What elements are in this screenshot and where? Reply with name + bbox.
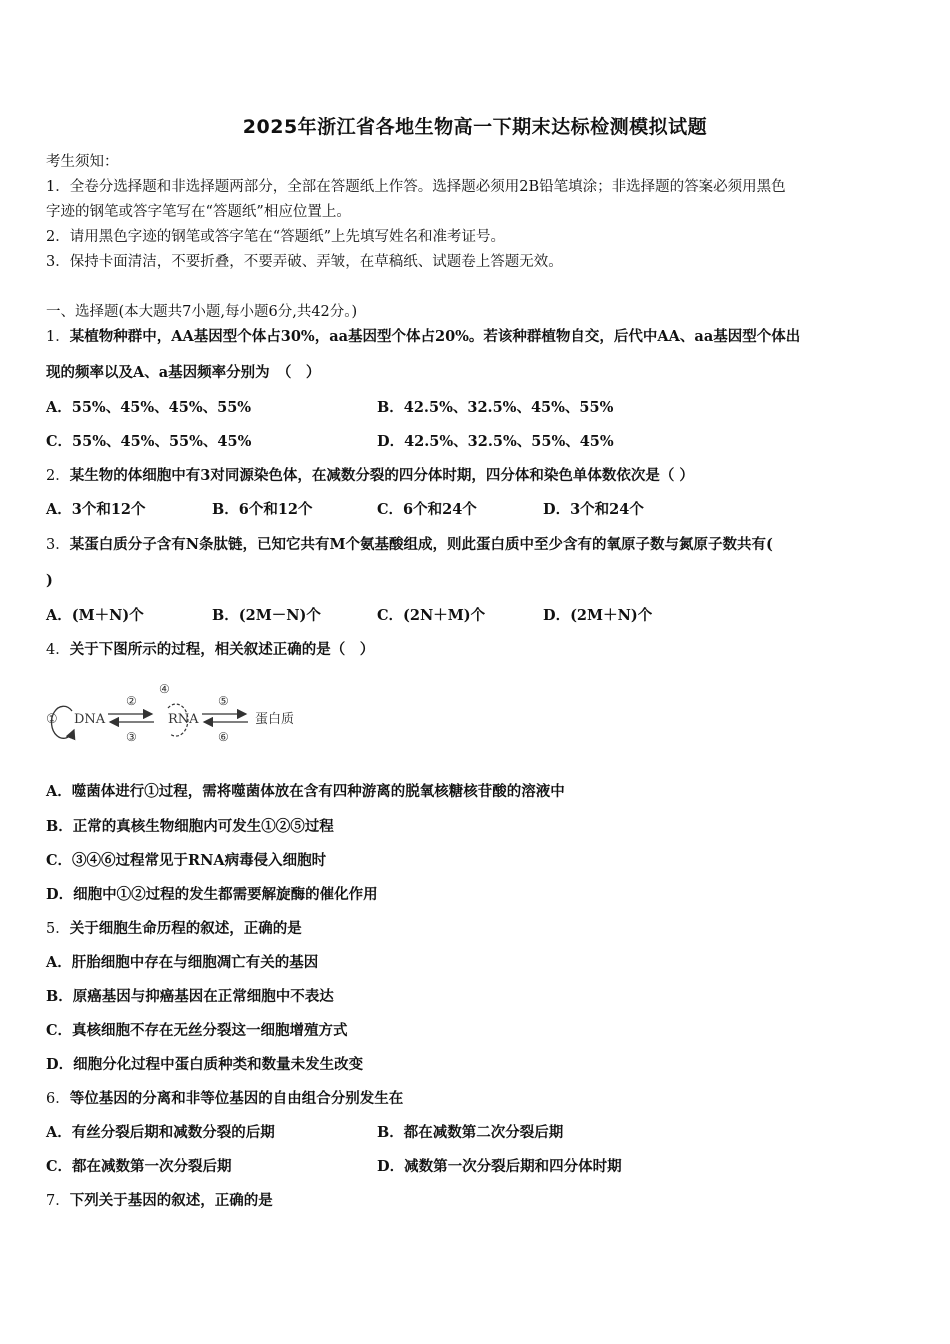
q1-option-c[interactable]: C．55%、45%、55%、45%: [46, 433, 252, 450]
question-1-stem-cont: 现的频率以及A、a基因频率分别为 （ ）: [46, 364, 321, 381]
question-text: 下列关于基因的叙述，正确的是: [69, 1192, 273, 1209]
q5-option-c[interactable]: C．真核细胞不存在无丝分裂这一细胞增殖方式: [46, 1022, 348, 1039]
q4-option-c[interactable]: C．③④⑥过程常见于RNA病毒侵入细胞时: [46, 852, 327, 869]
q4-option-a[interactable]: A．噬菌体进行①过程，需将噬菌体放在含有四种游离的脱氧核糖核苷酸的溶液中: [46, 783, 565, 800]
q4-option-d[interactable]: D．细胞中①②过程的发生都需要解旋酶的催化作用: [46, 886, 378, 903]
q4-option-b[interactable]: B．正常的真核生物细胞内可发生①②⑤过程: [46, 818, 334, 835]
q3-option-a[interactable]: A．(M＋N)个: [46, 607, 144, 624]
q5-option-d[interactable]: D．细胞分化过程中蛋白质种类和数量未发生改变: [46, 1056, 364, 1073]
q6-option-a[interactable]: A．有丝分裂后期和减数分裂的后期: [46, 1124, 275, 1141]
question-3-stem: [46, 535, 773, 555]
notice-line: 字迹的钢笔或答字笔写在“答题纸”相应位置上。: [46, 204, 351, 220]
diagram-label-4: ④: [159, 682, 170, 696]
q3-option-b[interactable]: B．(2M－N)个: [212, 607, 321, 624]
question-text: 某蛋白质分子含有N条肽链，已知它共有M个氨基酸组成，则此蛋白质中至少含有的氧原子数与氮原子数共有(: [69, 536, 773, 553]
question-number: 5．: [46, 921, 70, 937]
question-6-stem: [46, 1089, 403, 1109]
q3-option-c[interactable]: C．(2N＋M)个: [377, 607, 486, 624]
diagram-label-5: ⑤: [218, 694, 229, 708]
question-number: 1．: [46, 329, 70, 345]
page-title: 2025年浙江省各地生物高一下期末达标检测模拟试题: [242, 116, 708, 138]
q2-option-b[interactable]: B．6个和12个: [212, 501, 313, 518]
notice-line: 2．请用黑色字迹的钢笔或答字笔在“答题纸”上先填写姓名和准考证号。: [46, 229, 506, 245]
question-1-stem: [46, 327, 800, 347]
q5-option-b[interactable]: B．原癌基因与抑癌基因在正常细胞中不表达: [46, 988, 334, 1005]
section-heading: 一、选择题(本大题共7小题,每小题6分,共42分。): [46, 304, 358, 320]
diagram-label-6: ⑥: [218, 730, 229, 744]
question-number: 3．: [46, 537, 70, 553]
question-number: 2．: [46, 468, 70, 484]
question-number: 4．: [46, 642, 70, 658]
question-5-stem: [46, 919, 302, 939]
q2-option-c[interactable]: C．6个和24个: [377, 501, 477, 518]
central-dogma-diagram: [40, 678, 310, 750]
question-number: 6．: [46, 1091, 70, 1107]
question-7-stem: [46, 1191, 273, 1211]
question-3-stem-cont: ): [46, 572, 53, 589]
q2-option-d[interactable]: D．3个和24个: [543, 501, 644, 518]
q1-option-b[interactable]: B．42.5%、32.5%、45%、55%: [377, 399, 614, 416]
question-text: 关于细胞生命历程的叙述，正确的是: [69, 920, 302, 937]
diagram-protein: 蛋白质: [255, 712, 295, 727]
diagram-dna: DNA: [74, 712, 106, 727]
diagram-label-3: ③: [126, 730, 137, 744]
q6-option-d[interactable]: D．减数第一次分裂后期和四分体时期: [377, 1158, 622, 1175]
question-2-stem: [46, 466, 694, 486]
question-number: 7．: [46, 1193, 70, 1209]
q2-option-a[interactable]: A．3个和12个: [46, 501, 146, 518]
question-text: 某植物种群中，AA基因型个体占30%，aa基因型个体占20%。若该种群植物自交，后代中AA、aa基因型个体出: [69, 328, 801, 345]
diagram-label-2: ②: [126, 694, 137, 708]
question-4-stem: [46, 640, 374, 660]
notice-line: 3．保持卡面清洁，不要折叠，不要弄破、弄皱，在草稿纸、试题卷上答题无效。: [46, 254, 563, 270]
q5-option-a[interactable]: A．肝胎细胞中存在与细胞凋亡有关的基因: [46, 954, 319, 971]
question-text: 关于下图所示的过程，相关叙述正确的是（ ）: [69, 641, 375, 658]
diagram-rna: RNA: [168, 712, 199, 727]
q6-option-b[interactable]: B．都在减数第二次分裂后期: [377, 1124, 564, 1141]
q6-option-c[interactable]: C．都在减数第一次分裂后期: [46, 1158, 232, 1175]
q3-option-d[interactable]: D．(2M＋N)个: [543, 607, 653, 624]
q1-option-a[interactable]: A．55%、45%、45%、55%: [46, 399, 252, 416]
question-text: 等位基因的分离和非等位基因的自由组合分别发生在: [69, 1090, 404, 1107]
notice-line: 1．全卷分选择题和非选择题两部分，全部在答题纸上作答。选择题必须用2B铅笔填涂；非选择题的答案必须用黑色: [46, 179, 786, 195]
notice-heading: 考生须知：: [46, 154, 119, 170]
question-text: 某生物的体细胞中有3对同源染色体，在减数分裂的四分体时期，四分体和染色单体数依次是（ ）: [69, 467, 694, 484]
q1-option-d[interactable]: D．42.5%、32.5%、55%、45%: [377, 433, 614, 450]
diagram-label-1: ①: [46, 712, 58, 727]
